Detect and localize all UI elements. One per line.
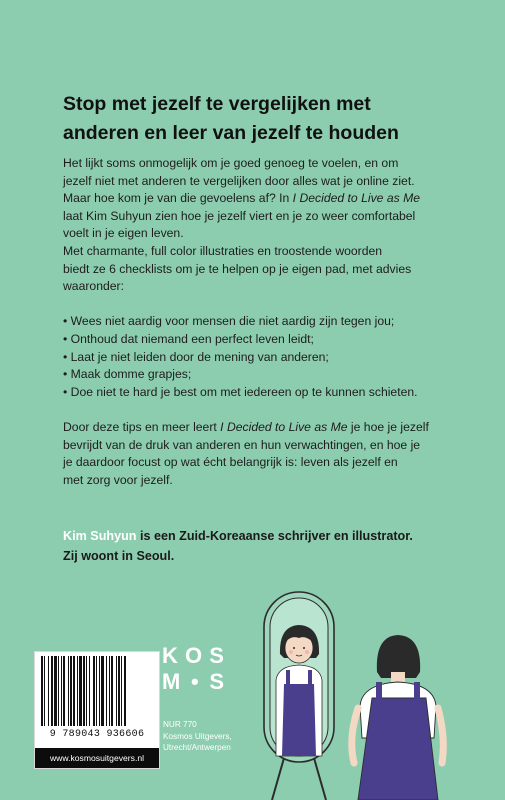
logo-letter: S — [209, 669, 224, 694]
closing-line-1-a: Door deze tips en meer leert — [63, 419, 221, 434]
list-item: • Doe niet te hard je best om met iedereen op te kunnen schieten. — [63, 384, 418, 399]
headline-line-2: anderen en leer van jezelf te houden — [63, 122, 399, 144]
intro-line-5: voelt in je eigen leven. — [63, 226, 184, 241]
logo-letter: K — [162, 643, 178, 668]
headline — [63, 90, 463, 148]
intro-line-3 — [63, 190, 453, 208]
barcode-bar — [93, 656, 95, 726]
barcode-bar — [83, 656, 85, 726]
barcode-bar — [111, 656, 113, 726]
barcode-bar — [116, 656, 117, 726]
barcode-bar — [61, 656, 62, 726]
barcode-bar — [124, 656, 126, 726]
barcode-bar — [118, 656, 120, 726]
publisher-url[interactable]: www.kosmosuitgevers.nl — [35, 748, 159, 768]
author-bio — [63, 526, 483, 566]
barcode-bar — [86, 656, 87, 726]
blurb — [63, 155, 453, 489]
barcode-bar — [79, 656, 82, 726]
list-item: • Onthoud dat niemand een perfect leven leidt; — [63, 331, 314, 346]
intro-line-4: laat Kim Suhyun zien hoe je jezelf viert en je zo weer comfortabel — [63, 208, 416, 223]
girl-figure — [352, 635, 444, 800]
list-item: • Wees niet aardig voor mensen die niet aardig zijn tegen jou; — [63, 314, 395, 329]
barcode-bar — [77, 656, 78, 726]
barcode-bar — [54, 656, 57, 726]
intro-line-3-text: Maar hoe kom je van die gevoelens af? In — [63, 191, 293, 206]
logo-row-bottom — [162, 670, 224, 694]
book-title-inline: I Decided to Live as Me — [220, 419, 348, 434]
bio-line-1-rest: is een Zuid-Koreaanse schrijver en illustrator. — [136, 529, 413, 543]
logo-letter: S — [209, 643, 224, 668]
author-name: Kim Suhyun — [63, 529, 137, 543]
book-title: I Decided to Live as Me — [292, 191, 421, 206]
mirror-stand — [272, 758, 326, 800]
closing-line-2: bevrijdt van de druk van anderen en hun verwachtingen, en hoe je — [63, 437, 421, 452]
mirror-illustration — [250, 588, 505, 800]
barcode-bar — [101, 656, 104, 726]
barcode-bar — [96, 656, 97, 726]
logo-dot: • — [190, 669, 199, 694]
publisher-name: Kosmos Uitgevers, — [163, 731, 232, 741]
intro-line-1: Het lijkt soms onmogelijk om je goed genoeg te voelen, en om — [63, 156, 399, 170]
barcode-bar — [68, 656, 69, 726]
bio-line-1 — [63, 526, 483, 546]
closing-line-1 — [63, 419, 453, 437]
barcode-bar — [41, 656, 43, 726]
isbn-number: 9 789043 936606 — [49, 729, 145, 740]
logo-row-top — [162, 644, 224, 668]
publisher-city: Utrecht/Antwerpen — [163, 743, 231, 752]
barcode-bar — [70, 656, 72, 726]
barcode-bar — [51, 656, 53, 726]
nur-code: NUR 770 — [163, 720, 197, 729]
barcode-bar — [58, 656, 59, 726]
logo-letter: M — [162, 669, 181, 694]
barcode-bar — [44, 656, 45, 726]
barcode-bar — [121, 656, 122, 726]
list-item: • Maak domme grapjes; — [63, 367, 192, 382]
mirror — [264, 592, 334, 762]
barcode-bar — [109, 656, 110, 726]
closing-line-3: je daardoor focust op wat écht belangrijk is: leven als jezelf en — [63, 455, 398, 470]
barcode-bar — [99, 656, 100, 726]
headline-line-1: Stop met jezelf te vergelijken met — [63, 93, 371, 115]
barcode-bar — [48, 656, 49, 726]
logo-letter: O — [185, 643, 203, 668]
closing-line-1-b: je hoe je jezelf — [347, 419, 429, 434]
kosmos-logo — [162, 644, 224, 694]
advice-list — [63, 313, 453, 401]
barcode-bar — [73, 656, 75, 726]
barcode-panel — [34, 651, 160, 769]
intro-line-7: biedt ze 6 checklists om je te helpen op je eigen pad, met advies — [63, 261, 412, 276]
intro-line-2: jezelf niet met anderen te vergelijken door alles wat je online ziet. — [63, 173, 415, 188]
barcode-bar — [106, 656, 107, 726]
bio-line-2: Zij woont in Seoul. — [63, 549, 175, 563]
barcode-bar — [89, 656, 90, 726]
barcode-image — [39, 656, 155, 726]
intro-line-6: Met charmante, full color illustraties en troostende woorden — [63, 243, 383, 258]
intro-line-8: waaronder: — [63, 279, 124, 294]
publisher-info — [163, 719, 232, 754]
list-item: • Laat je niet leiden door de mening van anderen; — [63, 349, 329, 364]
barcode-bar — [63, 656, 65, 726]
closing-line-4: met zorg voor jezelf. — [63, 472, 173, 487]
